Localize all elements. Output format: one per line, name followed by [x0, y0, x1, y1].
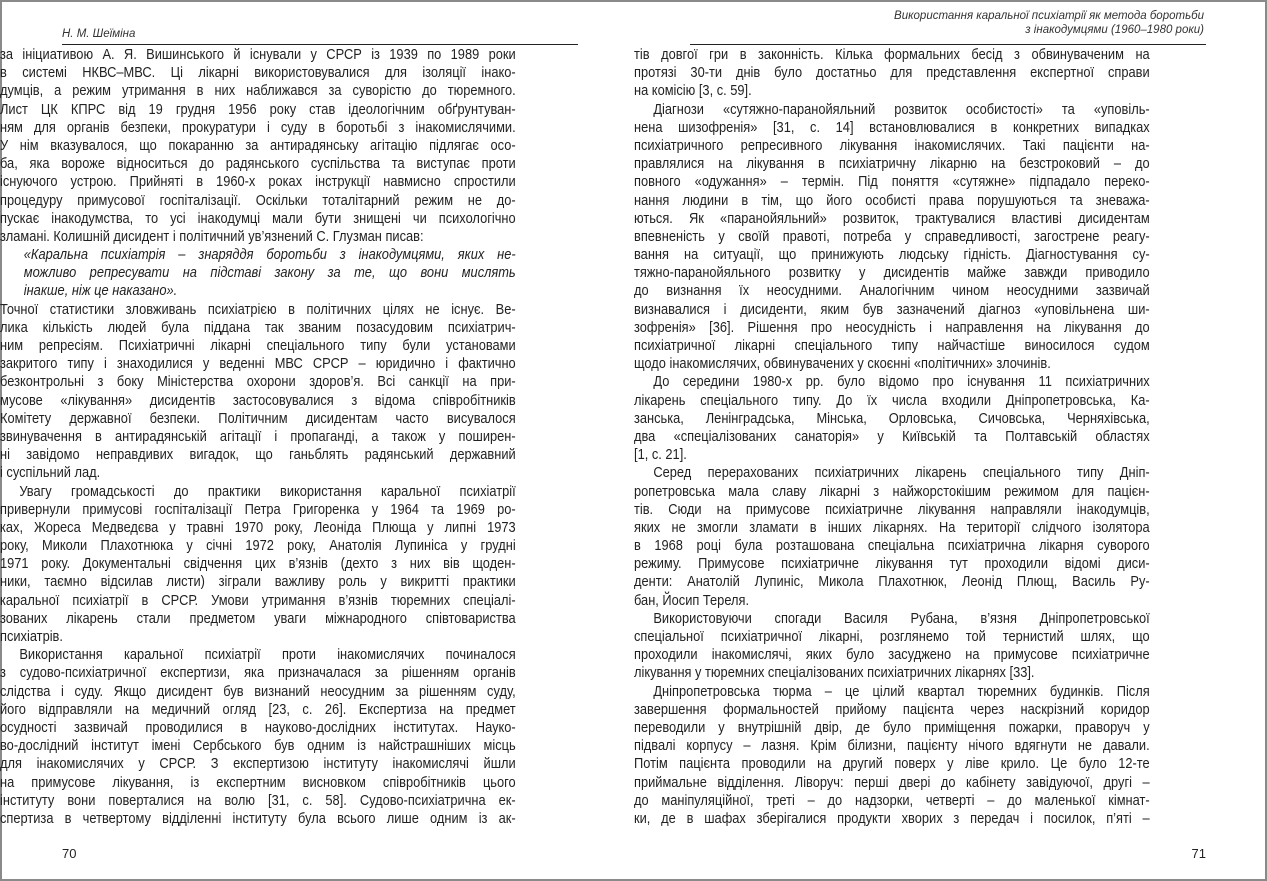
text-line: зламані. Колишній дисидент і політичний ув’язнений С. Глузман писав: — [0, 228, 424, 245]
text-line: Комітету державної безпеки. Політичним дисидентам часто висувалося — [0, 410, 516, 427]
text-line: два «спеціалізованих санаторія» у Київській та Полтавській областях — [634, 428, 1150, 445]
text-line: режиму. Примусове психіатричне лікування тут проходили відомі диси- — [634, 556, 1150, 573]
text-line: лікування у тюремних спеціалізованих психіатричних лікарнях [33]. — [634, 665, 1035, 682]
paragraph — [0, 46, 516, 246]
text-line: До середини 1980-х рр. було відомо про існування 11 психіатричних — [653, 374, 1150, 391]
text-line: спертиза в четвертому відділенні інституту була всього лише одним із ак- — [0, 810, 516, 827]
paragraph — [0, 646, 516, 828]
text-line: мусове «лікування» дисидентів застосовувалися з відома співробітників — [0, 392, 516, 409]
text-line: закритого типу і знаходилися у веденні МВС СРСР – юридично і фактично — [0, 356, 516, 373]
page-number: 70 — [62, 846, 77, 861]
text-line: до визнання їх неосудними. Аналогічним чином неосудними зазвичай — [634, 283, 1150, 300]
page-body-text — [0, 46, 516, 828]
text-line: за ініциативою А. Я. Вишинського й існували у СРСР із 1939 по 1989 роки — [0, 47, 516, 63]
text-line: інституту вони поверталися на волю [31, с. 58]. Судово-психіатрична ек- — [0, 792, 516, 809]
text-line: правлялися на лікування в психіатричну лікарню на безстроковий – до — [634, 156, 1150, 173]
chapter-title-header-line-2: з інакодумцями (1960–1980 роки) — [1025, 24, 1204, 36]
text-line: Лист ЦК КПРС від 19 грудня 1956 року став ідеологічним обґрунтуван- — [0, 101, 516, 118]
text-line: ні завідомо неправдивих вигадок, що ганьблять радянський державний — [0, 447, 516, 464]
block-quote — [0, 246, 516, 301]
page-number: 71 — [1191, 846, 1206, 861]
text-line: тяжно-паранойяльного розвитку у дисидентів майже завжди приводило — [634, 265, 1150, 282]
text-line: лікарень спеціального типу. До їх числа входили Дніпропетровська, Ка- — [634, 392, 1150, 409]
text-line: процедуру примусової госпіталізації. Оскільки тоталітарний режим не до- — [0, 192, 516, 209]
text-line: тів. Сюди на примусове психіатричне лікування направляли інакодумців, — [634, 501, 1150, 518]
text-line: до маніпуляційної, треті – до надзорки, четверті – до маленької кімнат- — [634, 792, 1150, 809]
text-line: ки, де в шафах зберігалися продукти хворих з передач і посилок, п’яті – — [634, 810, 1150, 827]
text-line: ники, таємно відсилав листи) зіграли важливу роль у викритті практики — [0, 574, 516, 591]
text-line: на комісію [3, с. 59]. — [634, 83, 752, 100]
text-line: існуючого устрою. Прийняті в 1960-х роках інструкції навмисно спростили — [0, 174, 516, 191]
right-page — [634, 0, 1267, 881]
text-line: денти: Анатолій Лупиніс, Микола Плахотнюк, Леонід Плющ, Василь Ру- — [634, 574, 1150, 591]
running-header — [62, 0, 578, 45]
text-line: можливо репресувати на підставі закону за те, що вони мислять — [23, 265, 516, 282]
paragraph — [634, 610, 1150, 683]
text-line: Використання каральної психіатрії проти інакомислячих починалося — [19, 647, 516, 664]
text-line: 1971 року. Документальні свідчення цих в’язнів (дехто з них вів щоден- — [0, 556, 516, 573]
text-line: приймальне відділення. Ліворуч: перші двері до кабінету завідуючої, другі – — [634, 774, 1150, 791]
text-line: Дніпропетровська тюрма – це цілий квартал тюремних будинків. Після — [653, 683, 1150, 700]
text-line: протязі 30-ти днів було достатньо для представлення експертної справи — [634, 65, 1150, 82]
text-line: слідства і суду. Якщо дисидент був визнаний неосудним за рішенням суду, — [0, 683, 516, 700]
text-line: бан, Йосип Тереля. — [634, 592, 750, 609]
text-line: щодо інакомислячих, обвинувачених у скоєнні «політичних» злочинів. — [634, 356, 1051, 373]
paragraph — [634, 464, 1150, 610]
chapter-title-header-line-1: Використання каральної психіатрії як метода боротьби — [894, 10, 1204, 22]
text-line: ках, Жореса Медведєва у травні 1970 року, Леоніда Плюща у липні 1973 — [0, 519, 516, 536]
text-line: зофренія» [36]. Рішення про неосудність і направлення на лікування до — [634, 319, 1150, 336]
text-line: підвалі корпусу – лазня. Крім білизни, пацієнту нічого вдягнути не давали. — [634, 738, 1150, 755]
text-line: Потім пацієнта проводили на другий поверх у ліве крило. Це було 12-те — [634, 756, 1150, 773]
text-line: інакше, ніж це наказано». — [23, 283, 178, 300]
text-line: яких не змогли зламати в інших лікарнях. На території слідчого ізолятора — [634, 519, 1150, 536]
author-header: Н. М. Шеїміна — [62, 28, 136, 40]
text-line: зованих лікарень стали предметом уваги міжнародного співтовариства — [0, 610, 516, 627]
text-line: впевненість у своїй правоті, потреба у справедливості, загострене реагу- — [634, 228, 1150, 245]
text-line: во-дослідний інститут імені Сербського був одним із найстрашніших місць — [0, 738, 516, 755]
paragraph — [634, 683, 1150, 829]
text-line: привернули примусові госпіталізації Петра Григоренка у 1964 та 1969 ро- — [0, 501, 516, 518]
text-line: Діагнози «сутяжно-паранойяльний розвиток особистості» та «уповіль- — [653, 101, 1150, 118]
text-line: психіатрів. — [0, 629, 63, 645]
paragraph — [634, 46, 1150, 101]
text-line: «Каральна психіатрія – знаряддя боротьби з інакодумцями, яких не- — [23, 247, 516, 264]
running-header — [690, 0, 1206, 45]
paragraph — [634, 373, 1150, 464]
text-line: завершення формальностей прийому пацієнта через наскрізний коридор — [634, 701, 1150, 718]
text-line: спеціальної психіатричної лікарні, розглянемо той тернистий шлях, що — [634, 629, 1150, 645]
text-line: вання на ситуації, що принижують людську гідність. Діагностування су- — [634, 247, 1150, 264]
text-line: Використовуючи спогади Василя Рубана, в’язня Дніпропетровської — [653, 610, 1150, 627]
text-line: для інакомислячих у СРСР. З експертизою інституту інакомислячі йшли — [0, 756, 516, 773]
page-body-text — [634, 46, 1150, 828]
text-line: ються. Як «паранойяльний» розвиток, трактувалися властиві дисидентам — [634, 210, 1150, 227]
text-line: занська, Ленінградська, Мінська, Орловська, Сичовська, Черняхівська, — [634, 410, 1150, 427]
text-line: думців, а режим утримання в них наближався за суворістю до тюремного. — [0, 83, 516, 100]
paragraph — [0, 483, 516, 647]
text-line: його відправляли на медичний огляд [23, с. 26]. Експертиза на предмет — [0, 701, 516, 718]
text-line: психіатричної лікарні спеціального типу найчастіше виносилося судом — [634, 338, 1150, 354]
text-line: Серед перерахованих психіатричних лікарень спеціального типу Дніп- — [653, 465, 1150, 482]
text-line: пускає інакодумства, то усі інакодумці мали бути знищені чи психологічно — [0, 210, 516, 227]
text-line: лика кількість людей була піддана так званим позасудовим психіатрич- — [0, 319, 516, 336]
left-page — [0, 0, 633, 881]
text-line: тів довгої гри в законність. Кілька формальних бесід з обвинуваченим на — [634, 47, 1150, 63]
text-line: проходили інакомислячі, яких було засуджено на примусове психіатричне — [634, 647, 1150, 664]
text-line: [1, с. 21]. — [634, 447, 687, 464]
text-line: Увагу громадськості до практики використання каральної психіатрії — [19, 483, 516, 500]
text-line: переводили у внутрішній двір, де було приміщення пожарки, праворуч у — [634, 719, 1150, 736]
text-line: осудності зазвичай проводилися в науково-дослідних інститутах. Науко- — [0, 719, 516, 736]
text-line: Точної статистики зловживань психіатрією в політичних цілях не існує. Ве- — [0, 301, 516, 318]
text-line: ба, яка вороже відноситься до радянського суспільства та виступає проти — [0, 156, 516, 173]
text-line: психіатричного репресивного лікування інакомислячих. Такі пацієнти на- — [634, 137, 1150, 154]
text-line: на примусове лікування, із експертним висновком співробітників цього — [0, 774, 516, 791]
paragraph — [0, 301, 516, 483]
paragraph — [634, 101, 1150, 374]
text-line: ням для органів безпеки, прокуратури і суду в боротьбі з інакомислячими. — [0, 119, 516, 136]
text-line: нання людини в тім, що його особисті права порушуються та зневажа- — [634, 192, 1150, 209]
text-line: з судово-психіатричної експертизи, яка призначалася за рішенням органів — [0, 665, 516, 682]
text-line: каральної психіатрії в СРСР. Умови утримання в’язнів тюремних спеціалі- — [0, 592, 516, 609]
text-line: У нім вказувалося, що покаранню за антирадянську агітацію підлягає осо- — [0, 137, 516, 154]
text-line: безконтрольні з боку Міністерства охорони здоров’я. Всі санкції на при- — [0, 374, 516, 391]
text-line: року, Миколи Плахотнюка у січні 1972 року, Анатолія Лупиніса у грудні — [0, 538, 516, 555]
text-line: в системі НКВС–МВС. Ці лікарні використовувалися для ізоляції інако- — [0, 65, 516, 82]
text-line: в 1968 році була розташована спеціальна психіатрична лікарня суворого — [634, 538, 1150, 555]
text-line: визнавалися і дисиденти, яким був зазначений діагноз «уповільнена ши- — [634, 301, 1150, 318]
text-line: повного «одужання» – термін. Під поняття «сутяжне» підпадало переко- — [634, 174, 1150, 191]
text-line: і суспільний лад. — [0, 465, 101, 482]
text-line: ним репресіям. Психіатричні лікарні спеціального типу були установами — [0, 338, 516, 354]
text-line: нена шизофренія» [31, с. 14] встановлювалися в конкретних випадках — [634, 119, 1150, 136]
text-line: ропетровська мала славу лікарні з найжорстокішим режимом для пацієн- — [634, 483, 1150, 500]
text-line: звинувачення в антирадянській агітації і пропаганді, а також у поширен- — [0, 428, 516, 445]
